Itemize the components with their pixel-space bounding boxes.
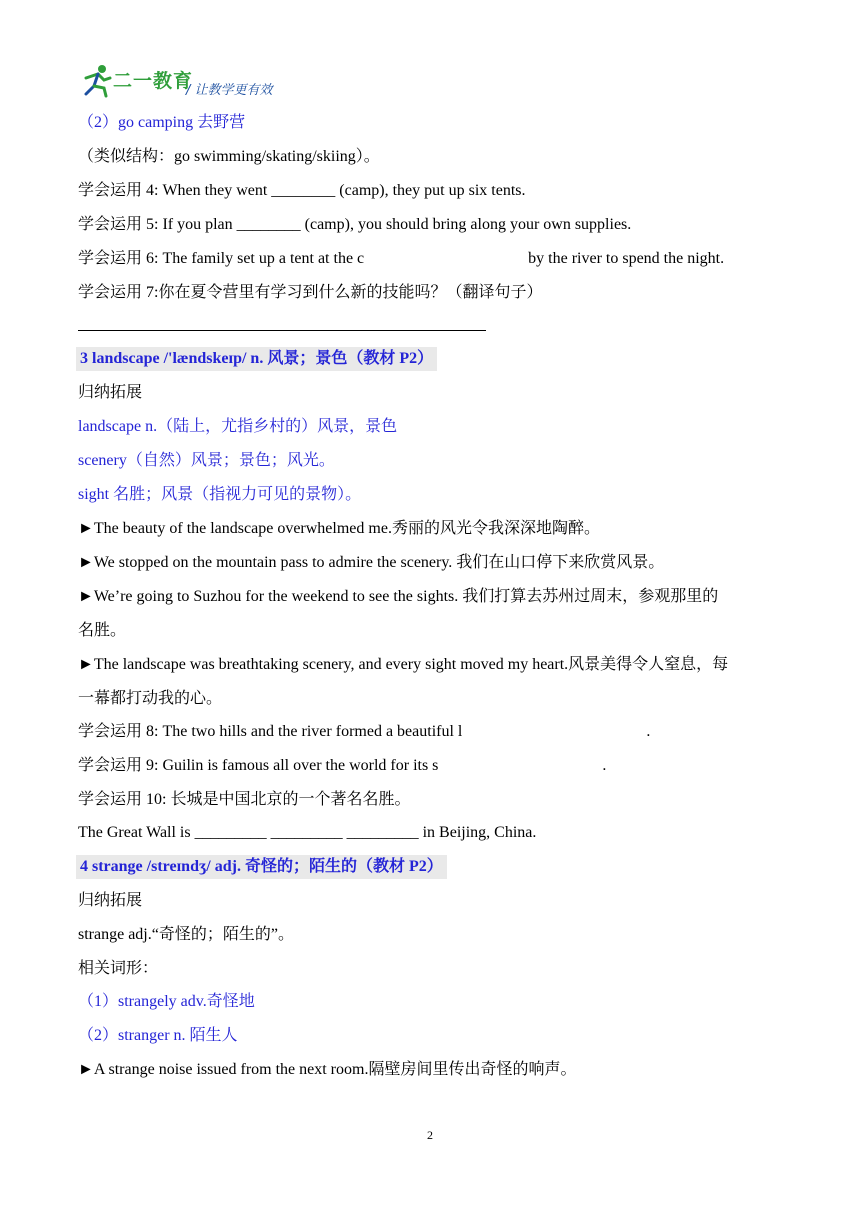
example-sentence: ►The landscape was breathtaking scenery, and every sight moved my heart.风景美得令人窒息，每: [78, 656, 729, 673]
section-heading: 4 strange /streɪndʒ/ adj. 奇怪的；陌生的（教材 P2）: [76, 855, 447, 879]
exercise-8: [78, 722, 650, 742]
exercise-text: by the river to spend the night.: [528, 250, 725, 267]
exercise-10-blanks: The Great Wall is _________ _________ _________ in Beijing, China.: [78, 824, 537, 841]
answer-line[interactable]: [78, 330, 486, 331]
definition: sight 名胜；风景（指视力可见的景物）。: [78, 486, 362, 503]
definition: strange adj.“奇怪的；陌生的”。: [78, 926, 294, 943]
subheading: 归纳拓展: [78, 384, 143, 401]
subheading: 归纳拓展: [78, 892, 143, 909]
page-number: 2: [427, 1128, 433, 1142]
word-form: （2）stranger n. 陌生人: [78, 1027, 238, 1044]
text-line: 相关词形：: [78, 960, 159, 977]
example-sentence: ►The beauty of the landscape overwhelmed me.秀丽的风光令我深深地陶醉。: [78, 520, 600, 537]
exercise-9: [78, 756, 606, 776]
slogan: / 让教学更有效: [186, 83, 273, 98]
section-heading: 3 landscape /'lændskeɪp/ n. 风景；景色（教材 P2）: [76, 347, 437, 371]
text-line: （类似结构：go swimming/skating/skiing）。: [78, 148, 380, 165]
word-form: （1）strangely adv.奇怪地: [78, 993, 255, 1010]
exercise-text: 学会运用 9: Guilin is famous all over the world for its s: [78, 757, 439, 774]
exercise-4: 学会运用 4: When they went ________ (camp), they put up six tents.: [78, 182, 526, 199]
definition: scenery（自然）风景；景色；风光。: [78, 452, 335, 469]
example-sentence-cont: 名胜。: [78, 622, 127, 639]
exercise-text: .: [602, 757, 607, 774]
logo-text: 二一教育: [113, 70, 194, 92]
example-sentence: ►We stopped on the mountain pass to admire the scenery. 我们在山口停下来欣赏风景。: [78, 554, 665, 571]
list-item: （2）go camping 去野营: [78, 114, 246, 131]
exercise-5: 学会运用 5: If you plan ________ (camp), you should bring along your own supplies.: [78, 216, 632, 233]
example-sentence: ►We’re going to Suzhou for the weekend to see the sights. 我们打算去苏州过周末，参观那里的: [78, 588, 719, 605]
exercise-text: .: [646, 723, 651, 740]
logo-runner-icon: [80, 64, 114, 98]
example-sentence-cont: 一幕都打动我的心。: [78, 690, 223, 707]
definition: landscape n.（陆上，尤指乡村的）风景，景色: [78, 418, 398, 435]
exercise-text: 学会运用 6: The family set up a tent at the c: [78, 250, 365, 267]
example-sentence: ►A strange noise issued from the next room.隔壁房间里传出奇怪的响声。: [78, 1061, 577, 1078]
exercise-6: [78, 249, 724, 269]
exercise-10: 学会运用 10: 长城是中国北京的一个著名名胜。: [78, 791, 411, 808]
exercise-text: 学会运用 8: The two hills and the river formed a beautiful l: [78, 723, 463, 740]
exercise-7: 学会运用 7:你在夏令营里有学习到什么新的技能吗？（翻译句子）: [78, 284, 543, 301]
